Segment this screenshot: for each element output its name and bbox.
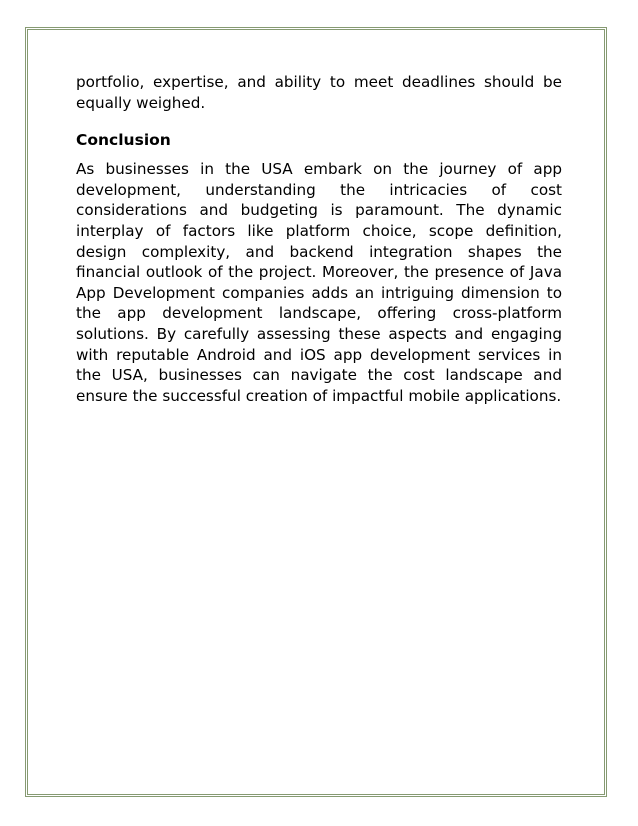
section-heading-conclusion: Conclusion <box>76 131 171 150</box>
page-content <box>76 72 562 406</box>
conclusion-paragraph: As businesses in the USA embark on the journey of app development, understanding the intricacies of cost considerations and budgeting is paramount. The dynamic interplay of factors like platform choice, scope definition, design complexity, and backend integration shapes the financial outlook of the project. Moreover, the presence of Java App Development companies adds an intriguing dimension to the app development landscape, offering cross-platform solutions. By carefully assessing these aspects and engaging with reputable Android and iOS app development services in the USA, businesses can navigate the cost landscape and ensure the successful creation of impactful mobile applications. <box>76 160 562 405</box>
intro-paragraph: portfolio, expertise, and ability to meet deadlines should be equally weighed. <box>76 73 562 112</box>
